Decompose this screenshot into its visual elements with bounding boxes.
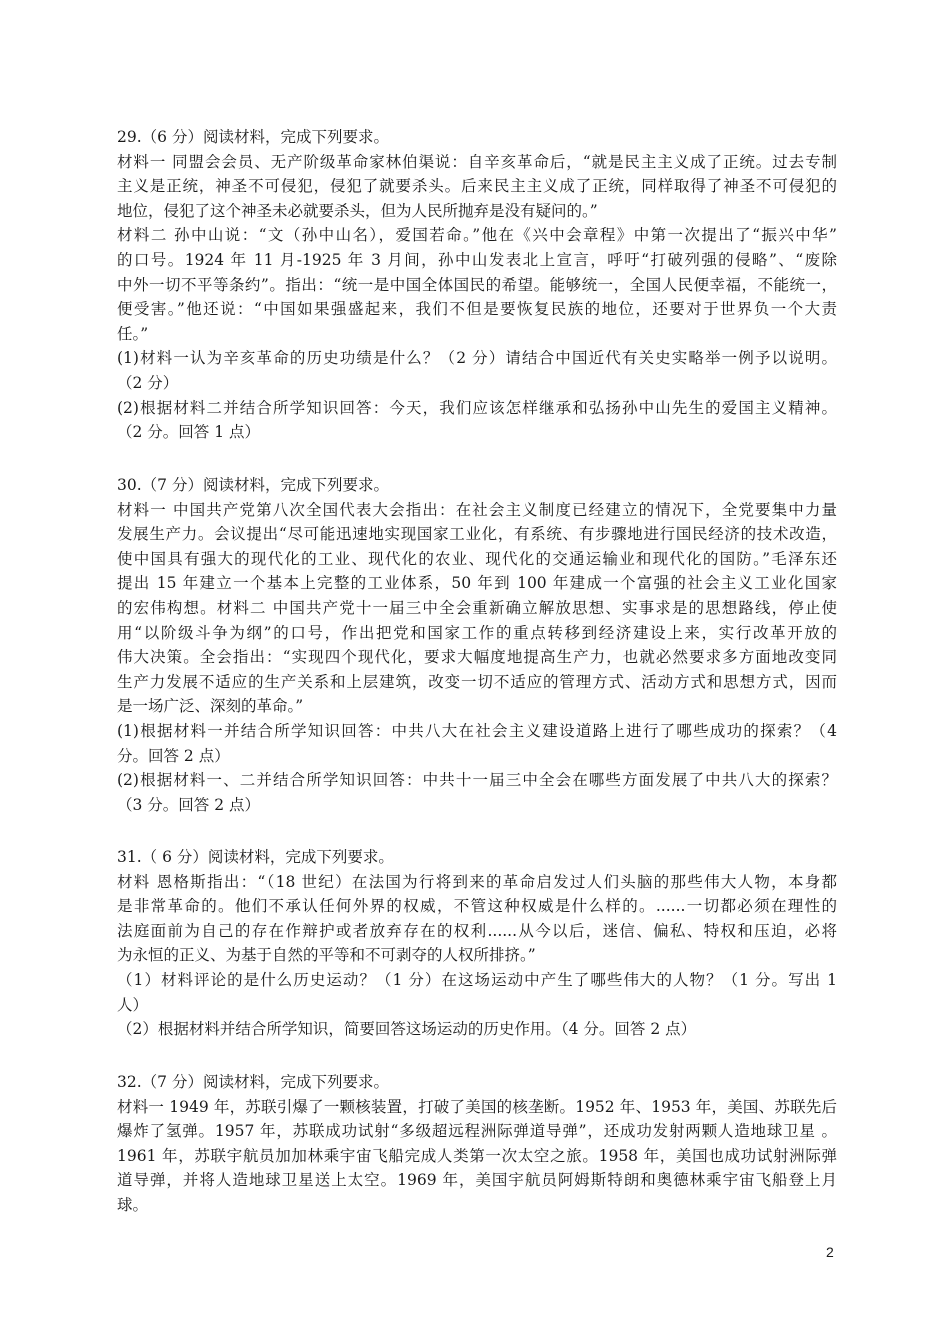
text-line: 是一场广泛、深刻的革命。” (117, 697, 304, 716)
text-line: 32.（7 分）阅读材料，完成下列要求。 (117, 1073, 389, 1091)
text-line: 主义是正统，神圣不可侵犯，侵犯了就要杀头。后来民主主义成了正统，同样取得了神圣不可侵犯的 (117, 177, 837, 196)
text-line: 使中国具有强大的现代化的工业、现代化的农业、现代化的交通运输业和现代化的国防。”毛泽东还 (117, 549, 837, 568)
question-31 (117, 845, 837, 1042)
text-line: 为永恒的正义、为基于自然的平等和不可剥夺的人权所排挤。” (117, 946, 536, 965)
text-line: (1)材料一认为辛亥革命的历史功绩是什么？（2 分）请结合中国近代有关史实略举一例予以说明。 (117, 349, 837, 368)
text-line: 生产力发展不适应的生产关系和上层建筑，改变一切不适应的管理方式、活动方式和思想方式，因而 (117, 672, 837, 691)
text-line: 1961 年，苏联宇航员加加林乘宇宙飞船完成人类第一次太空之旅。1958 年，美国也成功试射洲际弹 (117, 1146, 837, 1165)
text-line: 材料一 中国共产党第八次全国代表大会指出：在社会主义制度已经建立的情况下，全党要集中力量 (117, 500, 837, 519)
text-line: 伟大决策。全会指出：“实现四个现代化，要求大幅度地提高生产力，也就必然要求多方面地改变同 (117, 648, 837, 667)
text-line: （3 分。回答 2 点） (117, 795, 261, 814)
text-line: 分。回答 2 点） (117, 746, 230, 765)
text-line: (1)根据材料一并结合所学知识回答：中共八大在社会主义建设道路上进行了哪些成功的探索？（4 (117, 721, 837, 740)
text-line: （2 分。回答 1 点） (117, 423, 261, 442)
text-line: 31.（ 6 分）阅读材料，完成下列要求。 (117, 848, 394, 866)
text-line: 29.（6 分）阅读材料，完成下列要求。 (117, 128, 389, 146)
text-line: 材料二 孙中山说：“文（孙中山名），爱国若命。”他在《兴中会章程》中第一次提出了“振兴中华” (117, 226, 837, 245)
text-line: 材料一 同盟会会员、无产阶级革命家林伯渠说：自辛亥革命后，“就是民主主义成了正统。过去专制 (117, 152, 837, 171)
question-29 (117, 125, 837, 445)
text-line: 的宏伟构想。材料二 中国共产党十一届三中全会重新确立解放思想、实事求是的思想路线，停止使 (117, 598, 837, 617)
text-line: (2)根据材料一、二并结合所学知识回答：中共十一届三中全会在哪些方面发展了中共八大的探索？ (117, 771, 837, 790)
text-line: （2）根据材料并结合所学知识，简要回答这场运动的历史作用。（4 分。回答 2 点） (117, 1020, 697, 1039)
text-line: 材料 恩格斯指出：“（18 世纪）在法国为行将到来的革命启发过人们头脑的那些伟大人物，本身都 (117, 872, 837, 891)
text-line: 爆炸了氢弹。1957 年，苏联成功试射“多级超远程洲际弹道导弹”，还成功发射两颗人造地球卫星 。 (117, 1122, 837, 1141)
text-line: (2)根据材料二并结合所学知识回答：今天，我们应该怎样继承和弘扬孙中山先生的爱国主义精神。 (117, 398, 837, 417)
text-line: 用“以阶级斗争为纲”的口号，作出把党和国家工作的重点转移到经济建设上来，实行改革开放的 (117, 623, 837, 642)
text-line: （1）材料评论的是什么历史运动？（1 分）在这场运动中产生了哪些伟大的人物？（1 分。写出 1 (117, 970, 837, 989)
text-line: 便受害。”他还说：“中国如果强盛起来，我们不但是要恢复民族的地位，还要对于世界负一个大责 (117, 300, 837, 319)
text-line: 法庭面前为自己的存在作辩护或者放弃存在的权利......从今以后，迷信、偏私、特权和压迫，必将 (117, 921, 837, 940)
text-line: 任。” (117, 324, 149, 343)
text-line: （2 分） (117, 373, 179, 392)
page-number: 2 (826, 1244, 834, 1260)
text-line: 人） (117, 995, 149, 1014)
text-line: 是非常革命的。他们不承认任何外界的权威，不管这种权威是什么样的。......一切都必须在理性的 (117, 897, 837, 916)
question-32 (117, 1070, 837, 1218)
question-30 (117, 473, 837, 817)
text-line: 地位，侵犯了这个神圣未必就要杀头，但为人民所抛弃是没有疑问的。” (117, 201, 598, 220)
text-line: 的口号。1924 年 11 月-1925 年 3 月间，孙中山发表北上宣言，呼吁“打破列强的侵略”、“废除 (117, 250, 837, 269)
text-line: 材料一 1949 年，苏联引爆了一颗核装置，打破了美国的核垄断。1952 年、1953 年，美国、苏联先后 (117, 1097, 837, 1116)
text-line: 提出 15 年建立一个基本上完整的工业体系，50 年到 100 年建成一个富强的社会主义工业化国家 (117, 574, 837, 593)
text-line: 道导弹，并将人造地球卫星送上太空。1969 年，美国宇航员阿姆斯特朗和奥德林乘宇宙飞船登上月 (117, 1171, 837, 1190)
text-line: 球。 (117, 1195, 149, 1214)
text-line: 发展生产力。会议提出“尽可能迅速地实现国家工业化，有系统、有步骤地进行国民经济的技术改造， (117, 525, 837, 544)
text-line: 中外一切不平等条约”。指出：“统一是中国全体国民的希望。能够统一，全国人民便幸福，不能统一， (117, 275, 837, 294)
text-line: 30.（7 分）阅读材料，完成下列要求。 (117, 476, 389, 494)
